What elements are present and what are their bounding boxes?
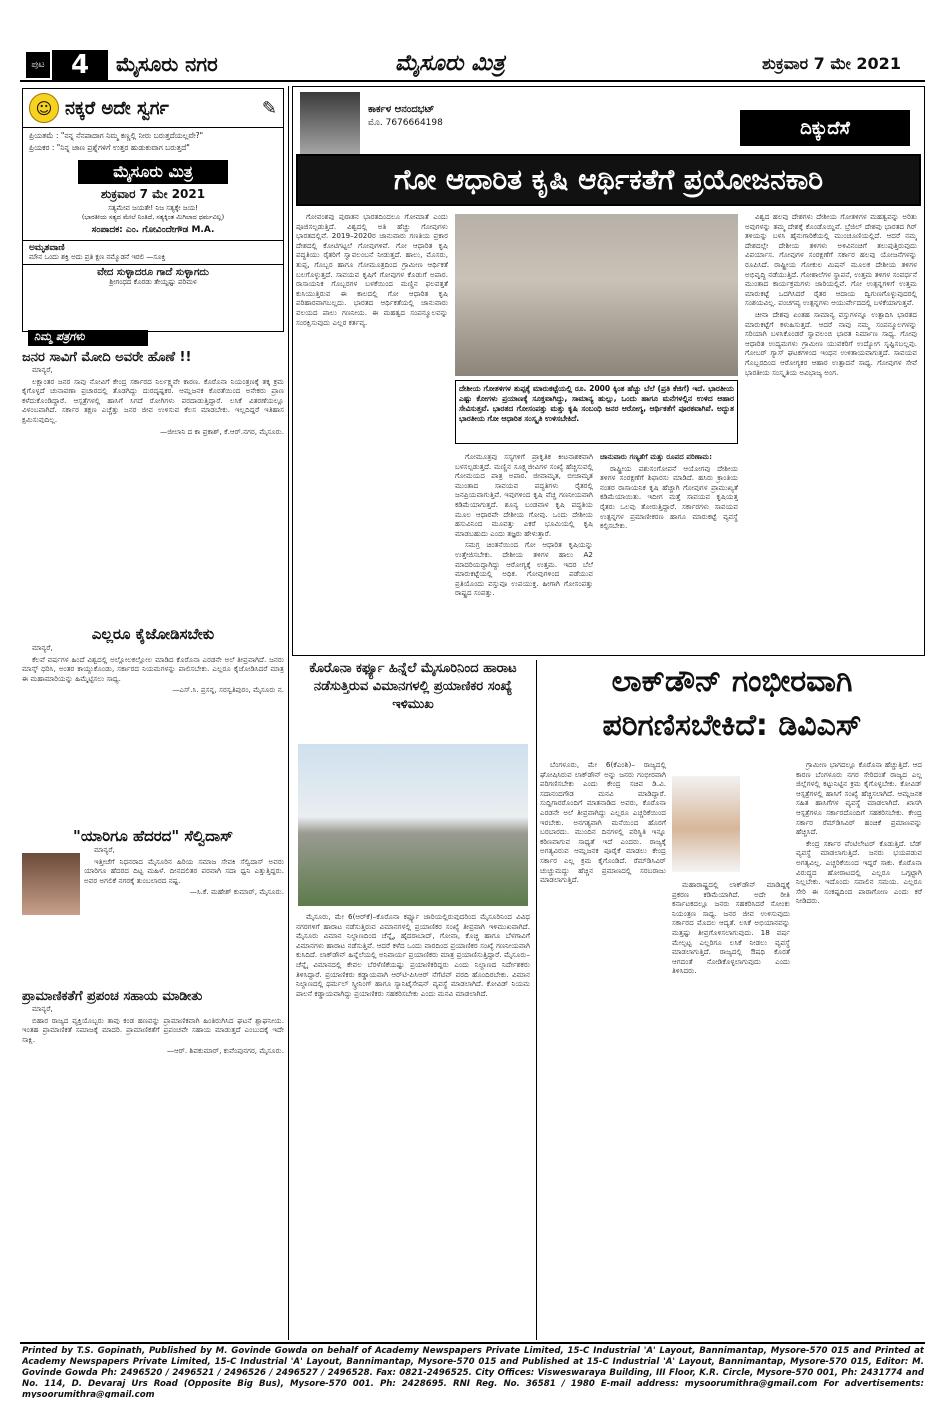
letters-column bbox=[22, 348, 284, 1338]
letter-2-title: ಎಲ್ಲರೂ ಕೈಜೋಡಿಸಬೇಕು bbox=[91, 625, 215, 643]
editor-line: ಸಂಪಾದಕ: ಎಂ. ಗೋವಿಂದೇಗೌಡ M.A. bbox=[91, 225, 215, 235]
column-name: ದಿಕ್ಕುದೆಸೆ bbox=[740, 110, 910, 146]
masthead-box-name: ಮೈಸೂರು ಮಿತ್ರ bbox=[78, 160, 228, 184]
letter-4-title: ಪ್ರಾಮಾಣಿಕತೆಗೆ ಪ್ರಪಂಚ ಸಹಾಯ ಮಾಡೀತು bbox=[22, 989, 203, 1004]
letter-2-salutation: ಮಾನ್ಯರೆ, bbox=[32, 643, 53, 652]
dvs-body-2: ಗ್ರಾಮೀಣ ಭಾಗದಲ್ಲೂ ಕೊರೊನಾ ಹೆಚ್ಚುತ್ತಿದೆ. ಆದ ಕಾರಣ ಬೆಂಗಳೂರು ನಗರ ಸೇರಿದಂತೆ ರಾಜ್ಯದ ಎಲ್ಲ ಜಿಲ್ಲೆಗಳಲ್ಲಿ ಕಟ್ಟುನಿಟ್ಟಿನ ಕ್ರಮ ಕೈಗೊಳ್ಳಬೇಕು. ಕೋವಿಡ್ ಆಸ್ಪತ್ರೆಗಳಲ್ಲಿ ಹಾಸಿಗೆ ಸಂಖ್ಯೆ ಹೆಚ್ಚಿಸಲಾಗಿದೆ. ಆಮ್ಲಜನಕ ಸಹಿತ ಹಾಸಿಗೆಗಳ ವ್ಯವಸ್ಥೆ ಮಾಡಲಾಗಿದೆ. ಖಾಸಗಿ ಆಸ್ಪತ್ರೆಗಳೂ ಸರ್ಕಾರದೊಂದಿಗೆ ಸಹಕರಿಸಬೇಕು. ಕೇಂದ್ರ ಸರ್ಕಾರ ರೆಮ್‌ಡಿಸಿವಿರ್ ಹಂಚಿಕೆ ಪ್ರಮಾಣವನ್ನು ಹೆಚ್ಚಿಸಿದೆ. bbox=[796, 760, 922, 837]
editorial-col-1 bbox=[296, 212, 448, 649]
minister-photo bbox=[672, 776, 740, 872]
letter-2-body: ಕೆಲವೆ ವರ್ಷಗಳ ಹಿಂದೆ ವಿಶ್ವದಲ್ಲಿ ಅಲ್ಲೋಲಕಲ್ಲೋಲ ಮಾಡಿದ ಕೊರೊನಾ ಎರಡನೇ ಅಲೆ ತೀವ್ರವಾಗಿದೆ. ಜನರು ಮಾಸ್ಕ್ ಧರಿಸಿ, ಅಂತರ ಕಾಯ್ದುಕೊಂಡು, ಸರ್ಕಾರದ ನಿಯಮಗಳನ್ನು ಪಾಲಿಸಬೇಕು. ಎಲ್ಲರೂ ಕೈಜೋಡಿಸಿದರೆ ಮಾತ್ರ ಈ ಮಹಾಮಾರಿಯನ್ನು ಹಿಮ್ಮೆಟ್ಟಿಸಲು ಸಾಧ್ಯ. bbox=[22, 654, 284, 683]
dvs-col-1 bbox=[540, 760, 666, 1338]
letter-1-signature: —ಜೀಲಾನಿ ದ ಕಾ ಪ್ರಕಾಶ್, ಕೆ.ಆರ್.ನಗರ, ಮೈಸೂರು. bbox=[160, 426, 284, 436]
letter-1-title: ಜನರ ಸಾವಿಗೆ ಮೋದಿ ಅವರೇ ಹೊಣೆ !! bbox=[22, 350, 192, 365]
editorial-mid-2: ಸಮಗ್ರ ಚಿಂತನೆಯಿಂದ ಗೋ ಆಧಾರಿತ ಕೃಷಿಯನ್ನು ಉತ್ತೇಜಿಸಬೇಕು. ದೇಶೀಯ ತಳಿಗಳ ಹಾಲು A2 ಮಾದರಿಯದ್ದಾಗಿದ್ದು ಆರೋಗ್ಯಕ್ಕೆ ಉತ್ತಮ. ಇದರ ಬೆಲೆ ಮಾರುಕಟ್ಟೆಯಲ್ಲಿ ಅಧಿಕ. ಗೋವುಗಳಿಂದ ಪಡೆಯುವ ಪ್ರತಿಯೊಂದು ವಸ್ತುವೂ ಉಪಯುಕ್ತ. ಹೀಗಾಗಿ ಗೋಸಂಪತ್ತು ರಾಷ್ಟ್ರದ ಸಂಪತ್ತು. bbox=[455, 540, 593, 598]
amrutavani-text: ಮೌನ ಒಂದು ಶಕ್ತಿ ಅದು ಪ್ರತಿ ಕ್ಷಣ ನಮ್ಮೊಡನೆ ಇರಲಿ —ಸೂಕ್ತಿ bbox=[29, 253, 166, 261]
letter-4-signature: —ಆರ್. ಶಿವಕುಮಾರ್, ಕುವೆಂಪುನಗರ, ಮೈಸೂರು. bbox=[166, 1046, 284, 1056]
quote-attr: ಶ್ರೀಗಂಧದ ಕೊರಡು ತೇಯ್ದಷ್ಟು ಪರಿಮಳ bbox=[109, 278, 197, 286]
humor-title: ನಕ್ಕರೆ ಅದೇ ಸ್ವರ್ಗ bbox=[65, 97, 169, 119]
portrait-photo bbox=[22, 853, 80, 915]
letter-1-salutation: ಮಾನ್ಯರೆ, bbox=[32, 365, 53, 374]
cartoon-icon: ✎ bbox=[261, 97, 277, 119]
editorial-col-3 bbox=[600, 452, 738, 649]
quote-text: ವೇದ ಸುಳ್ಳಾದರೂ ಗಾದೆ ಸುಳ್ಳಾಗದು bbox=[97, 267, 209, 278]
editorial-headline: ಗೋ ಆಧಾರಿತ ಕೃಷಿ ಆರ್ಥಿಕತೆಗೆ ಪ್ರಯೋಜನಕಾರಿ bbox=[296, 154, 921, 206]
humor-box bbox=[22, 88, 284, 332]
humor-line-1: ಪ್ರಿಯತಮೆ : "ನನ್ನ ನೆನಪಾದಾಗ ನಿಮ್ಮ ಕಣ್ಣಲ್ಲಿ ನೀರು ಬರುತ್ತದೆಯಲ್ಲವೇ?" bbox=[29, 131, 204, 140]
editorial-mid-3: ರಾಷ್ಟ್ರೀಯ ಪಶುಸಂಗೋಪನೆ ಆಯೋಗವು ದೇಶೀಯ ತಳಿಗಳ ಸಂರಕ್ಷಣೆಗೆ ಶಿಫಾರಸು ಮಾಡಿದೆ. ಹಸಿರು ಕ್ರಾಂತಿಯ ನಂತರ ರಾಸಾಯನಿಕ ಕೃಷಿ ಹೆಚ್ಚಾಗಿ ಗೋವುಗಳ ಪ್ರಾಮುಖ್ಯತೆ ಕಡಿಮೆಯಾಯಿತು. ಇದೀಗ ಮತ್ತೆ ಸಾವಯವ ಕೃಷಿಯತ್ತ ರೈತರು ಒಲವು ತೋರುತ್ತಿದ್ದಾರೆ. ಸರ್ಕಾರಗಳು ಸಾವಯವ ಉತ್ಪನ್ನಗಳ ಪ್ರಮಾಣೀಕರಣ ಹಾಗೂ ಮಾರುಕಟ್ಟೆ ವ್ಯವಸ್ಥೆ ಕಲ್ಪಿಸಬೇಕು. bbox=[600, 463, 738, 531]
dvs-headline: ಲಾಕ್‌ಡೌನ್ ಗಂಭೀರವಾಗಿ ಪರಿಗಣಿಸಬೇಕಿದೆ: ಡಿವಿಎಸ್ bbox=[602, 664, 862, 743]
flights-body bbox=[296, 912, 530, 1338]
author-phone: ಮೊ. 7676664198 bbox=[368, 118, 443, 128]
dvs-col-3 bbox=[796, 760, 922, 1338]
page-number: 4 bbox=[52, 50, 108, 80]
masthead-box-date: ಶುಕ್ರವಾರ 7 ಮೇ 2021 bbox=[100, 187, 206, 201]
letter-3-salutation: ಮಾನ್ಯರೆ, bbox=[94, 845, 115, 854]
editorial-right-2: ಚೀನಾ ದೇಶವು ಏಂತಹ ಸಾಮಾನ್ಯ ವಸ್ತುಗಳನ್ನೂ ಉತ್ಪಾದಿಸಿ ಭಾರತದ ಮಾರುಕಟ್ಟೆಗೆ ಕಳುಹಿಸುತ್ತದೆ. ಆದರೆ ನಾವು ನಮ್ಮ ಸಂಪನ್ಮೂಲಗಳನ್ನು ಸರಿಯಾಗಿ ಬಳಸಿಕೊಂಡರೆ ಸ್ವಾವಲಂಬಿ ಭಾರತ ನಿರ್ಮಾಣ ಸಾಧ್ಯ. ಗೋವು ಆಧಾರಿತ ಉದ್ಯಮಗಳು ಗ್ರಾಮೀಣ ಯುವಕರಿಗೆ ಉದ್ಯೋಗ ಸೃಷ್ಟಿಸಬಲ್ಲವು. ಗೋಬರ್ ಗ್ಯಾಸ್ ಘಟಕಗಳಿಂದ ಇಂಧನ ಉಳಿತಾಯವಾಗುತ್ತದೆ. ಸಾವಯವ ಗೊಬ್ಬರದಿಂದ ಆರೋಗ್ಯಕರ ಆಹಾರ ಉತ್ಪಾದನೆ ಸಾಧ್ಯ. ಗೋವುಗಳ ಸೇವೆ ಭಾರತೀಯ ಸಂಸ್ಕೃತಿಯ ಅವಿಭಾಜ್ಯ ಅಂಗ. bbox=[745, 309, 917, 377]
imprint-footer: Printed by T.S. Gopinath, Published by M. Govinde Gowda on behalf of Academy Newspapers Private Limited, 15-C Industrial 'A' Layout, Bannimantap, Mysore-570 015 and Printed at Academy Newspapers Private Limited, 15-C Industrial 'A' Layout, Bannimantap, Mysore-570 015 and Published at 15-C Industrial 'A' Layout, Bannimantap, Mysore-570 015, Editor: M. Govinde Gowda Ph: 2496520 / 2496521 / 2496526 / 2496527 / 2496528. Fax: 0821-2496525. City Offices: Visweswaraya Building, III Floor, K.R. Circle, Mysore-570 001, Ph: 2431774 and No. 114, D. Devaraj Urs Road (Opposite Big Bus), Mysore-570 001. Ph: 2428695. RNI Reg. No. 36581 / 1980 E-mail address: mysoorumithra@gmail.com For advertisements: mysoorumithra@gmail.com bbox=[22, 1346, 924, 1398]
dvs-body-3: ಕೇಂದ್ರ ಸರ್ಕಾರ ವೆಂಟಿಲೇಟರ್ ಕೊಡುತ್ತಿದೆ. ಬೆಡ್ ವ್ಯವಸ್ಥೆ ಮಾಡಲಾಗುತ್ತಿದೆ. ಜನರು ಭಯಪಡುವ ಅಗತ್ಯವಿಲ್ಲ. ಎಚ್ಚರಿಕೆಯಿಂದ ಇದ್ದರೆ ಸಾಕು. ಕೊರೊನಾ ವಿರುದ್ಧದ ಹೋರಾಟದಲ್ಲಿ ಎಲ್ಲರೂ ಒಗ್ಗಟ್ಟಾಗಿ ನಿಲ್ಲಬೇಕು. ಇದೊಂದು ಸವಾಲಿನ ಸಮಯ. ಎಲ್ಲರೂ ಸೇರಿ ಈ ಸಂಕಷ್ಟದಿಂದ ಪಾರಾಗೋಣ ಎಂದು ಕರೆ ನೀಡಿದರು. bbox=[796, 838, 922, 906]
letter-3-title: "ಯಾರಿಗೂ ಹೆದರದ" ಸೆಲ್ವಿದಾಸ್ bbox=[73, 827, 233, 845]
cows-photo bbox=[455, 214, 738, 376]
editorial-col-2 bbox=[455, 452, 593, 649]
laughing-face-icon: ☺ bbox=[29, 93, 59, 123]
letter-3-body: ಇತ್ತೀಚೆಗೆ ನಿಧನರಾದ ಮೈಸೂರಿನ ಹಿರಿಯ ಸಮಾಜ ಸೇವಕಿ ಸೆಲ್ವಿದಾಸ್ ಅವರು ಯಾರಿಗೂ ಹೆದರದ ದಿಟ್ಟ ಮಹಿಳೆ. ದೀನದಲಿತರ ಪರವಾಗಿ ಸದಾ ಧ್ವನಿ ಎತ್ತುತ್ತಿದ್ದರು. ಅವರ ಅಗಲಿಕೆ ನಗರಕ್ಕೆ ತುಂಬಲಾರದ ನಷ್ಟ. bbox=[84, 856, 284, 885]
section-title: ಮೈಸೂರು ನಗರ bbox=[116, 52, 218, 76]
amrutavani-title: ಅಮೃತವಾಣಿ bbox=[29, 243, 65, 253]
flights-text: ಮೈಸೂರು, ಮೇ 6(ಆರ್‌ಕೆ)–ಕೊರೊನಾ ಕರ್ಫ್ಯೂ ಜಾರಿಯಲ್ಲಿರುವುದರಿಂದ ಮೈಸೂರಿನಿಂದ ವಿವಿಧ ನಗರಗಳಿಗೆ ಹಾರಾಟ ನಡೆಸುತ್ತಿರುವ ವಿಮಾನಗಳಲ್ಲಿ ಪ್ರಯಾಣಿಕರ ಸಂಖ್ಯೆ ತೀವ್ರವಾಗಿ ಇಳಿಮುಖವಾಗಿದೆ. ಮೈಸೂರು ವಿಮಾನ ನಿಲ್ದಾಣದಿಂದ ಚೆನ್ನೈ, ಹೈದರಾಬಾದ್, ಗೋವಾ, ಕೊಚ್ಚಿ ಹಾಗೂ ಬೆಳಗಾವಿಗೆ ವಿಮಾನಗಳು ಹಾರಾಟ ನಡೆಸುತ್ತಿವೆ. ಆದರೆ ಕಳೆದ ಒಂದು ವಾರದಿಂದ ಪ್ರಯಾಣಿಕರ ಸಂಖ್ಯೆ ಗಣನೀಯವಾಗಿ ಕುಸಿದಿದೆ. ಲಾಕ್‌ಡೌನ್ ಹಿನ್ನೆಲೆಯಲ್ಲಿ ಅನಿವಾರ್ಯ ಪ್ರಯಾಣಿಕರು ಮಾತ್ರ ಪ್ರಯಾಣಿಸುತ್ತಿದ್ದಾರೆ. ಮೈಸೂರು–ಚೆನ್ನೈ ವಿಮಾನದಲ್ಲಿ ಕೇವಲ ಬೆರಳೆಣಿಕೆಯಷ್ಟು ಪ್ರಯಾಣಿಕರಿದ್ದರು ಎಂದು ನಿಲ್ದಾಣದ ನಿರ್ದೇಶಕರು ತಿಳಿಸಿದ್ದಾರೆ. ಪ್ರಯಾಣಿಕರು ಕಡ್ಡಾಯವಾಗಿ ಆರ್‌ಟಿ-ಪಿಸಿಆರ್ ನೆಗೆಟಿವ್ ವರದಿ ಹೊಂದಿರಬೇಕು. ವಿಮಾನ ನಿಲ್ದಾಣದಲ್ಲಿ ಥರ್ಮಲ್ ಸ್ಕ್ರೀನಿಂಗ್ ಹಾಗೂ ಸ್ಯಾನಿಟೈಸೇಷನ್ ವ್ಯವಸ್ಥೆ ಮಾಡಲಾಗಿದೆ. ಕೋವಿಡ್ ನಿಯಮ ಪಾಲನೆ ಕಡ್ಡಾಯವಾಗಿದ್ದು ಪ್ರಯಾಣಿಕರು ಸಹಕರಿಸಬೇಕು ಎಂದು ಮನವಿ ಮಾಡಲಾಗಿದೆ. bbox=[296, 912, 530, 998]
photo-caption: ದೇಶೀಯ ಗೋತಳಿಗಳ ತುಪ್ಪಕ್ಕೆ ಮಾರುಕಟ್ಟೆಯಲ್ಲಿ ರೂ. 2000 ಕ್ಕಿಂತ ಹೆಚ್ಚು ಬೆಲೆ (ಪ್ರತಿ ಕೆಜಿಗೆ) ಇದೆ. ಭಾರತೀಯ ಎಷ್ಟು ಕೋಗಳು ಪ್ರಯಾಣಕ್ಕೆ ಸೂಕ್ತವಾಗಿದ್ದು, ಸಾಮಾನ್ಯ ಹುಲ್ಲು, ಒಂದು ಹಾಗೂ ಮನೆಗಳಲ್ಲಿನ ಉಳಿದ ಆಹಾರ ಸೇವಿಸುತ್ತವೆ. ಭಾರತದ ಗೋಸಂಪತ್ತು ಮತ್ತು ಕೃಷಿ ಸಂಬಂಧಿ ಜನರ ಆರೋಗ್ಯ, ಆರ್ಥಿಕತೆಗೆ ಪೂರಕವಾಗಿವೆ. ಅದ್ಭುತ ಭಾರತೀಯ ಗೋ ಆಧಾರಿತ ಸಂಸ್ಕೃತಿ ಉಳಿಸಬೇಕಿದೆ. bbox=[455, 380, 738, 444]
letter-4-salutation: ಮಾನ್ಯರೆ, bbox=[32, 1004, 53, 1013]
masthead: ಮೈಸೂರು ಮಿತ್ರ bbox=[395, 50, 505, 76]
page-label: ಪುಟ bbox=[26, 52, 50, 78]
author-photo bbox=[300, 92, 360, 154]
editorial-mid-1: ಗೋಮೂತ್ರವು ಸಸ್ಯಗಳಿಗೆ ಪ್ರಾಕೃತಿಕ ಕೀಟನಾಶಕವಾಗಿ ಬಳಸಲ್ಪಡುತ್ತದೆ. ಮಣ್ಣಿನ ಸೂಕ್ಷ್ಮಜೀವಿಗಳ ಸಂಖ್ಯೆ ಹೆಚ್ಚಿಸುವಲ್ಲಿ ಗೋಮಯದ ಪಾತ್ರ ಅಪಾರ. ಜೀವಾಮೃತ, ಬೀಜಾಮೃತ ಮುಂತಾದ ಸಾವಯವ ಪದ್ಧತಿಗಳು ರೈತರಲ್ಲಿ ಜನಪ್ರಿಯವಾಗುತ್ತಿವೆ. ಇವುಗಳಿಂದ ಕೃಷಿ ವೆಚ್ಚ ಗಣನೀಯವಾಗಿ ಕಡಿಮೆಯಾಗುತ್ತದೆ. ಶೂನ್ಯ ಬಂಡವಾಳ ಕೃಷಿ ಪದ್ಧತಿಯ ಮೂಲ ಆಧಾರವೇ ದೇಶೀಯ ಗೋವು. ಒಂದು ದೇಶೀಯ ಹಸುವಿನಿಂದ ಮೂವತ್ತು ಎಕರೆ ಭೂಮಿಯಲ್ಲಿ ಕೃಷಿ ಮಾಡಬಹುದು ಎಂದು ತಜ್ಞರು ಹೇಳುತ್ತಾರೆ. bbox=[455, 452, 593, 538]
flights-headline: ಕೊರೊನಾ ಕರ್ಫ್ಯೂ ಹಿನ್ನೆಲೆ ಮೈಸೂರಿನಿಂದ ಹಾರಾಟ ನಡೆಸುತ್ತಿರುವ ವಿಮಾನಗಳಲ್ಲಿ ಪ್ರಯಾಣಿಕರ ಸಂಖ್ಯೆ ಇಳಿಮುಖ bbox=[309, 661, 517, 712]
dvs-lead: ಬೆಂಗಳೂರು, ಮೇ 6(ಕೆಎಂಶಿ)– ರಾಜ್ಯದಲ್ಲಿ ಘೋಷಿಸಿರುವ ಲಾಕ್‌ಡೌನ್ ಅನ್ನು ಜನರು ಗಂಭೀರವಾಗಿ ಪರಿಗಣಿಸಬೇಕು ಎಂದು ಕೇಂದ್ರ ಸಚಿವ ಡಿ.ವಿ. ಸದಾನಂದಗೌಡ ಮನವಿ ಮಾಡಿದ್ದಾರೆ. ಸುದ್ದಿಗಾರರೊಂದಿಗೆ ಮಾತನಾಡಿದ ಅವರು, ಕೊರೊನಾ ಎರಡನೇ ಅಲೆ ತೀವ್ರವಾಗಿದ್ದು ಎಲ್ಲರೂ ಎಚ್ಚರಿಕೆಯಿಂದ ಇರಬೇಕು. ಅನಗತ್ಯವಾಗಿ ಮನೆಯಿಂದ ಹೊರಗೆ ಬರಬಾರದು. ಮುಂದಿನ ದಿನಗಳಲ್ಲಿ ಪರಿಸ್ಥಿತಿ ಇನ್ನೂ ಕಠಿಣವಾಗುವ ಸಾಧ್ಯತೆ ಇದೆ ಎಂದರು. ರಾಜ್ಯಕ್ಕೆ ಅಗತ್ಯವಿರುವ ಆಮ್ಲಜನಕ ಪೂರೈಕೆ ಮಾಡಲು ಕೇಂದ್ರ ಸರ್ಕಾರ ಎಲ್ಲ ಕ್ರಮ ಕೈಗೊಂಡಿದೆ. ರೆಮ್‌ಡಿಸಿವಿರ್ ಚುಚ್ಚುಮದ್ದು ಹೆಚ್ಚಿನ ಪ್ರಮಾಣದಲ್ಲಿ ಸರಬರಾಜು ಮಾಡಲಾಗುತ್ತಿದೆ. bbox=[540, 760, 666, 885]
humor-line-2: ಪ್ರಿಯಕರ : "ನಿನ್ನ ಜಾಣ ಪ್ರಶ್ನೆಗಳಿಗೆ ಉತ್ತರ ಹುಡುಕುವಾಗ ಬರುತ್ತದೆ" bbox=[29, 143, 190, 152]
letters-title: ನಿಮ್ಮ ಪತ್ರಗಳು bbox=[28, 330, 148, 346]
dvs-col-2 bbox=[672, 880, 790, 1338]
letter-3-signature: —ಸಿ.ಕೆ. ಮಹೇಶ್ ಕುಮಾರ್, ಮೈಸೂರು. bbox=[189, 887, 284, 897]
editorial-lead: ಗೋವಂಶವು ಪುರಾತನ ಭಾರತದಿಂದಲೂ ಗೋಮಾತೆ ಎಂದು ಪೂಜಿಸಲ್ಪಡುತ್ತಿದೆ. ವಿಶ್ವದಲ್ಲಿ ಅತಿ ಹೆಚ್ಚು ಗೋವುಗಳು ಭಾರತದಲ್ಲಿವೆ. 2019–2020ರ ಜಾನುವಾರು ಗಣತಿಯ ಪ್ರಕಾರ ದೇಶದಲ್ಲಿ ಕೋಟಿಗಟ್ಟಲೆ ಗೋವುಗಳಿವೆ. ಗೋ ಆಧಾರಿತ ಕೃಷಿ ಪದ್ಧತಿಯು ರೈತರಿಗೆ ಸ್ವಾವಲಂಬನೆ ನೀಡುತ್ತದೆ. ಹಾಲು, ಮೊಸರು, ತುಪ್ಪ, ಗೊಬ್ಬರ ಹಾಗೂ ಗೋಮೂತ್ರದಿಂದ ಗ್ರಾಮೀಣ ಆರ್ಥಿಕತೆ ಬಲಗೊಳ್ಳುತ್ತದೆ. ಸಾವಯವ ಕೃಷಿಗೆ ಗೋವುಗಳ ಕೊಡುಗೆ ಅಪಾರ. ರಾಸಾಯನಿಕ ಗೊಬ್ಬರಗಳ ಬಳಕೆಯಿಂದ ಮಣ್ಣಿನ ಫಲವತ್ತತೆ ಕುಸಿಯುತ್ತಿರುವ ಈ ಕಾಲದಲ್ಲಿ ಗೋ ಆಧಾರಿತ ಕೃಷಿ ಪರಿಹಾರವಾಗಬಲ್ಲದು. ಭಾರತದ ಆರ್ಥಿಕತೆಯಲ್ಲಿ ಜಾನುವಾರು ವಲಯದ ಪಾಲು ಗಣನೀಯ. ಈ ಮಹತ್ವದ ಸಂಪನ್ಮೂಲವನ್ನು ಸಂರಕ್ಷಿಸುವುದು ಎಲ್ಲರ ಕರ್ತವ್ಯ. bbox=[296, 212, 448, 327]
tagline: ಸತ್ಯಮೇವ ಜಯತೇ! ನಿಜ ಸತ್ಯಕ್ಕೇ ಜಯ! bbox=[108, 204, 198, 212]
dvs-body-1: ಮಹಾರಾಷ್ಟ್ರದಲ್ಲಿ ಲಾಕ್‌ಡೌನ್ ಮಾಡಿದ್ದಕ್ಕೆ ಪ್ರಕರಣ ಕಡಿಮೆಯಾಗಿದೆ. ಅದೇ ರೀತಿ ಕರ್ನಾಟಕದಲ್ಲೂ ಜನರು ಸಹಕರಿಸಿದರೆ ಸೋಂಕು ನಿಯಂತ್ರಣ ಸಾಧ್ಯ. ಜನರ ಜೀವ ಉಳಿಸುವುದು ಸರ್ಕಾರದ ಮೊದಲ ಆದ್ಯತೆ. ಲಸಿಕೆ ಅಭಿಯಾನವನ್ನು ಮತ್ತಷ್ಟು ತೀವ್ರಗೊಳಿಸಲಾಗುವುದು. 18 ವರ್ಷ ಮೇಲ್ಪಟ್ಟ ಎಲ್ಲರಿಗೂ ಲಸಿಕೆ ನೀಡಲು ವ್ಯವಸ್ಥೆ ಮಾಡಲಾಗುತ್ತಿದೆ. ರಾಜ್ಯದಲ್ಲಿ ಔಷಧಿ ಕೊರತೆ ಆಗದಂತೆ ನೋಡಿಕೊಳ್ಳಲಾಗುವುದು ಎಂದು ತಿಳಿಸಿದರು. bbox=[672, 880, 790, 976]
header-date: ಶುಕ್ರವಾರ 7 ಮೇ 2021 bbox=[762, 54, 901, 73]
editorial-col-4 bbox=[745, 212, 917, 649]
airport-photo bbox=[298, 744, 528, 906]
editorial-subhead-1: ಚಾನುವಾರು ಗಣ್ಯತೆಗೆ ಮತ್ತು ರೂಪದ ಪರಿಣಾಮ: bbox=[600, 452, 713, 461]
editorial-right-1: ವಿಶ್ವದ ಹಲವು ದೇಶಗಳು ದೇಶೀಯ ಗೋತಳಿಗಳ ಮಹತ್ವವನ್ನು ಅರಿತು ಅವುಗಳನ್ನು ತಮ್ಮ ದೇಶಕ್ಕೆ ಕೊಂಡೊಯ್ದಿವೆ. ಬ್ರೆಜಿಲ್ ದೇಶವು ಭಾರತದ ಗಿರ್ ತಳಿಯನ್ನು ಬಳಸಿ ಹೈನುಗಾರಿಕೆಯಲ್ಲಿ ಮುಂಚೂಣಿಯಲ್ಲಿದೆ. ಆದರೆ ನಮ್ಮ ದೇಶದಲ್ಲೇ ದೇಶೀಯ ತಳಿಗಳು ಅಳಿವಿನಂಚಿಗೆ ತಲುಪುತ್ತಿರುವುದು ವಿಪರ್ಯಾಸ. ಗೋವುಗಳ ಸಂರಕ್ಷಣೆಗೆ ಸರ್ಕಾರ ಹಲವು ಯೋಜನೆಗಳನ್ನು ರೂಪಿಸಿದೆ. ರಾಷ್ಟ್ರೀಯ ಗೋಕುಲ ಮಿಷನ್ ಮೂಲಕ ದೇಶೀಯ ತಳಿಗಳ ಅಭಿವೃದ್ಧಿ ನಡೆಯುತ್ತಿದೆ. ಗೋಶಾಲೆಗಳ ಸ್ಥಾಪನೆ, ಉತ್ತಮ ತಳಿಗಳ ಸಂವರ್ಧನೆ ಮುಂತಾದ ಕಾರ್ಯಕ್ರಮಗಳು ಜಾರಿಯಲ್ಲಿವೆ. ಗೋ ಉತ್ಪನ್ನಗಳಿಗೆ ಉತ್ತಮ ಮಾರುಕಟ್ಟೆ ಒದಗಿಸಿದರೆ ರೈತರ ಆದಾಯ ದ್ವಿಗುಣಗೊಳ್ಳುವುದರಲ್ಲಿ ಸಂಶಯವಿಲ್ಲ. ಪಂಚಗವ್ಯ ಉತ್ಪನ್ನಗಳು ಆಯುರ್ವೇದದಲ್ಲಿ ಬಳಕೆಯಾಗುತ್ತವೆ. bbox=[745, 212, 917, 308]
author-name: ಕಾರ್ಕಳ ಆನಂದಭಟ್ bbox=[368, 104, 435, 115]
letter-1-body: ಲಕ್ಷಾಂತರ ಜನರ ಸಾವು ನೋವಿಗೆ ಕೇಂದ್ರ ಸರ್ಕಾರದ ನಿರ್ಲಕ್ಷ್ಯವೇ ಕಾರಣ. ಕೊರೊನಾ ನಿಯಂತ್ರಣಕ್ಕೆ ತಕ್ಕ ಕ್ರಮ ಕೈಗೊಳ್ಳದೆ ಚುನಾವಣಾ ಪ್ರಚಾರದಲ್ಲಿ ತೊಡಗಿದ್ದು ದುರದೃಷ್ಟಕರ. ಆಮ್ಲಜನಕ ಕೊರತೆಯಿಂದ ಅನೇಕರು ಪ್ರಾಣ ಕಳೆದುಕೊಂಡಿದ್ದಾರೆ. ಆಸ್ಪತ್ರೆಗಳಲ್ಲಿ ಹಾಸಿಗೆ ಸಿಗದೆ ರೋಗಿಗಳು ಪರದಾಡುತ್ತಿದ್ದಾರೆ. ಲಸಿಕೆ ವಿತರಣೆಯಲ್ಲೂ ವಿಳಂಬವಾಗಿದೆ. ಸರ್ಕಾರ ತಕ್ಷಣ ಎಚ್ಚೆತ್ತು ಜನರ ಜೀವ ಉಳಿಸುವ ಕೆಲಸ ಮಾಡಬೇಕು. ಇಲ್ಲದಿದ್ದರೆ ಇತಿಹಾಸ ಕ್ಷಮಿಸುವುದಿಲ್ಲ. bbox=[22, 376, 284, 424]
letter-4-body: ಬಿಹಾರ ರಾಜ್ಯದ ವ್ಯಕ್ತಿಯೊಬ್ಬರು ತಾವು ಕಂಡ ಹಣವನ್ನು ಪ್ರಾಮಾಣಿಕವಾಗಿ ಹಿಂತಿರುಗಿಸಿದ ಘಟನೆ ಶ್ಲಾಘನೀಯ. ಇಂತಹ ಪ್ರಾಮಾಣಿಕತೆ ಸಮಾಜಕ್ಕೆ ಮಾದರಿ. ಪ್ರಾಮಾಣಿಕತೆಗೆ ಪ್ರಪಂಚವೇ ಸಹಾಯ ಮಾಡುತ್ತದೆ ಎಂಬುದಕ್ಕೆ ಇದೇ ಸಾಕ್ಷಿ. bbox=[22, 1015, 284, 1044]
subtagline: (ಭಾರತೀಯ ಸತ್ಯದ ಮೇಲೆ ನಿಂತಿದೆ, ಸತ್ಯಕ್ಕಿಂತ ಮಿಗಿಲಾದ ಧರ್ಮವಿಲ್ಲ) bbox=[81, 213, 225, 221]
letter-2-signature: —ಎಸ್.ಸಿ. ಪ್ರಸನ್ನ, ಸರಸ್ವತಿಪುರಂ, ಮೈಸೂರು ನ. bbox=[172, 685, 284, 695]
